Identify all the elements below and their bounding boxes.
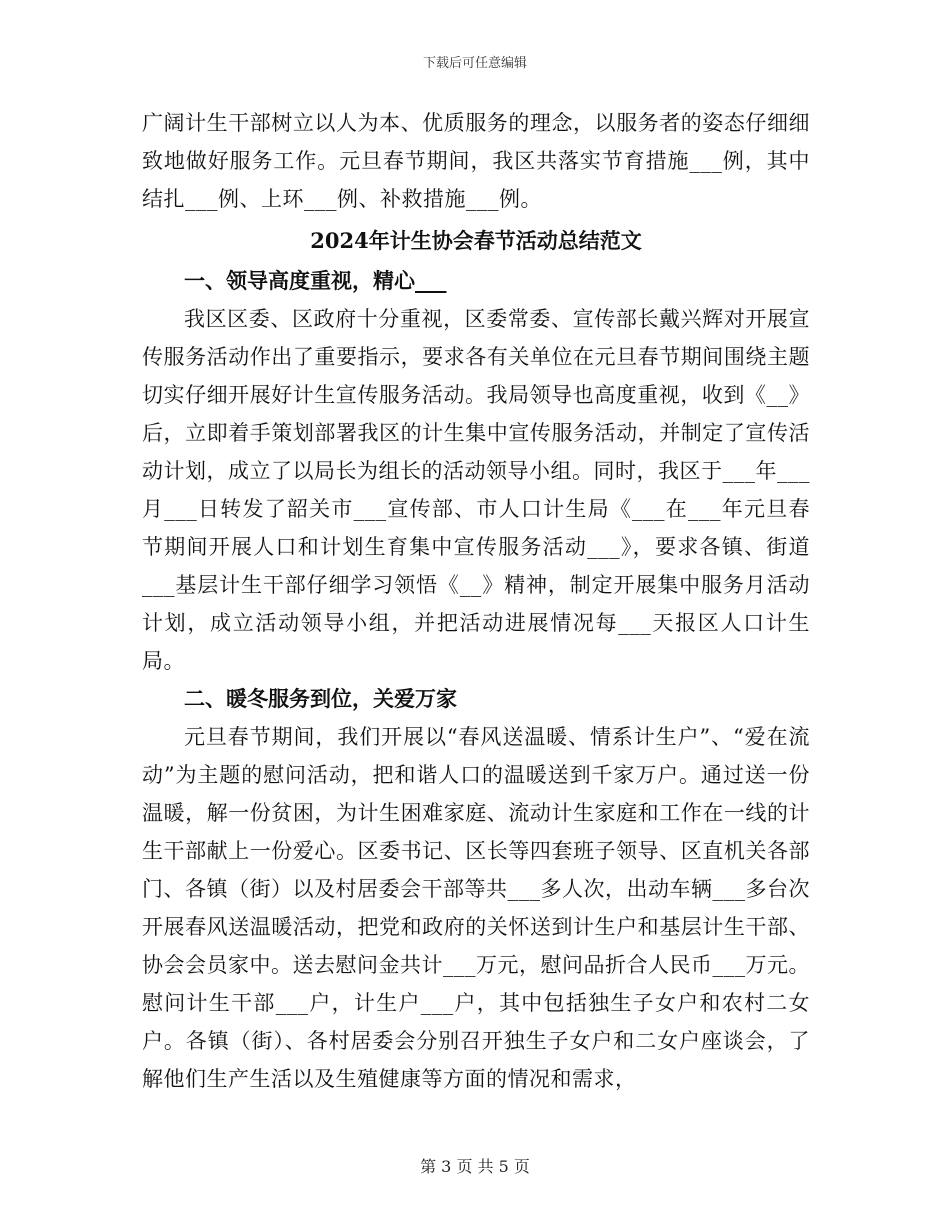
section-heading-1: 一、领导高度重视，精心___ [184,268,447,293]
intro-paragraph: 广阔计生干部树立以人为本、优质服务的理念，以服务者的姿态仔细细致地做好服务工作。元旦春节期间，我区共落实节育措施___例，其中结扎___例、上环___例、补救措施___例。 [142,111,810,211]
section-body-1: 我区区委、区政府十分重视，区委常委、宣传部长戴兴辉对开展宣传服务活动作出了重要指示，要求各有关单位在元旦春节期间围绕主题切实仔细开展好计生宣传服务活动。我局领导也高度重视，收到《__》后，立即着手策划部署我区的计生集中宣传服务活动，并制定了宣传活动计划，成立了以局长为组长的活动领导小组。同时，我区于___年___月___日转发了韶关市___宣传部、市人口计生局《___在___年元旦春节期间开展人口和计划生育集中宣传服务活动___》，要求各镇、街道___基层计生干部仔细学习领悟《__》精神，制定开展集中服务月活动计划，成立活动领导小组，并把活动进展情况每___天报区人口计生局。 [142,307,810,673]
document-body [142,104,810,1098]
section-heading-2: 二、暖冬服务到位，关爱万家 [184,686,457,711]
section-body-2: 元旦春节期间，我们开展以“春风送温暖、情系计生户”、“爱在流动”为主题的慰问活动，把和谐人口的温暖送到千家万户。通过送一份温暖，解一份贫困，为计生困难家庭、流动计生家庭和工作在一线的计生干部献上一份爱心。区委书记、区长等四套班子领导、区直机关各部门、各镇（街）以及村居委会干部等共___多人次，出动车辆___多台次开展春风送温暖活动，把党和政府的关怀送到计生户和基层计生干部、协会会员家中。送去慰问金共计___万元，慰问品折合人民币___万元。慰问计生干部___户，计生户___户，其中包括独生子女户和农村二女户。各镇（街）、各村居委会分别召开独生子女户和二女户座谈会，了解他们生产生活以及生殖健康等方面的情况和需求， [142,725,810,1091]
document-title: 2024年计生协会春节活动总结范文 [310,228,642,253]
page-number-footer: 第 3 页 共 5 页 [420,1157,530,1176]
page-header-note: 下载后可任意编辑 [422,56,527,71]
